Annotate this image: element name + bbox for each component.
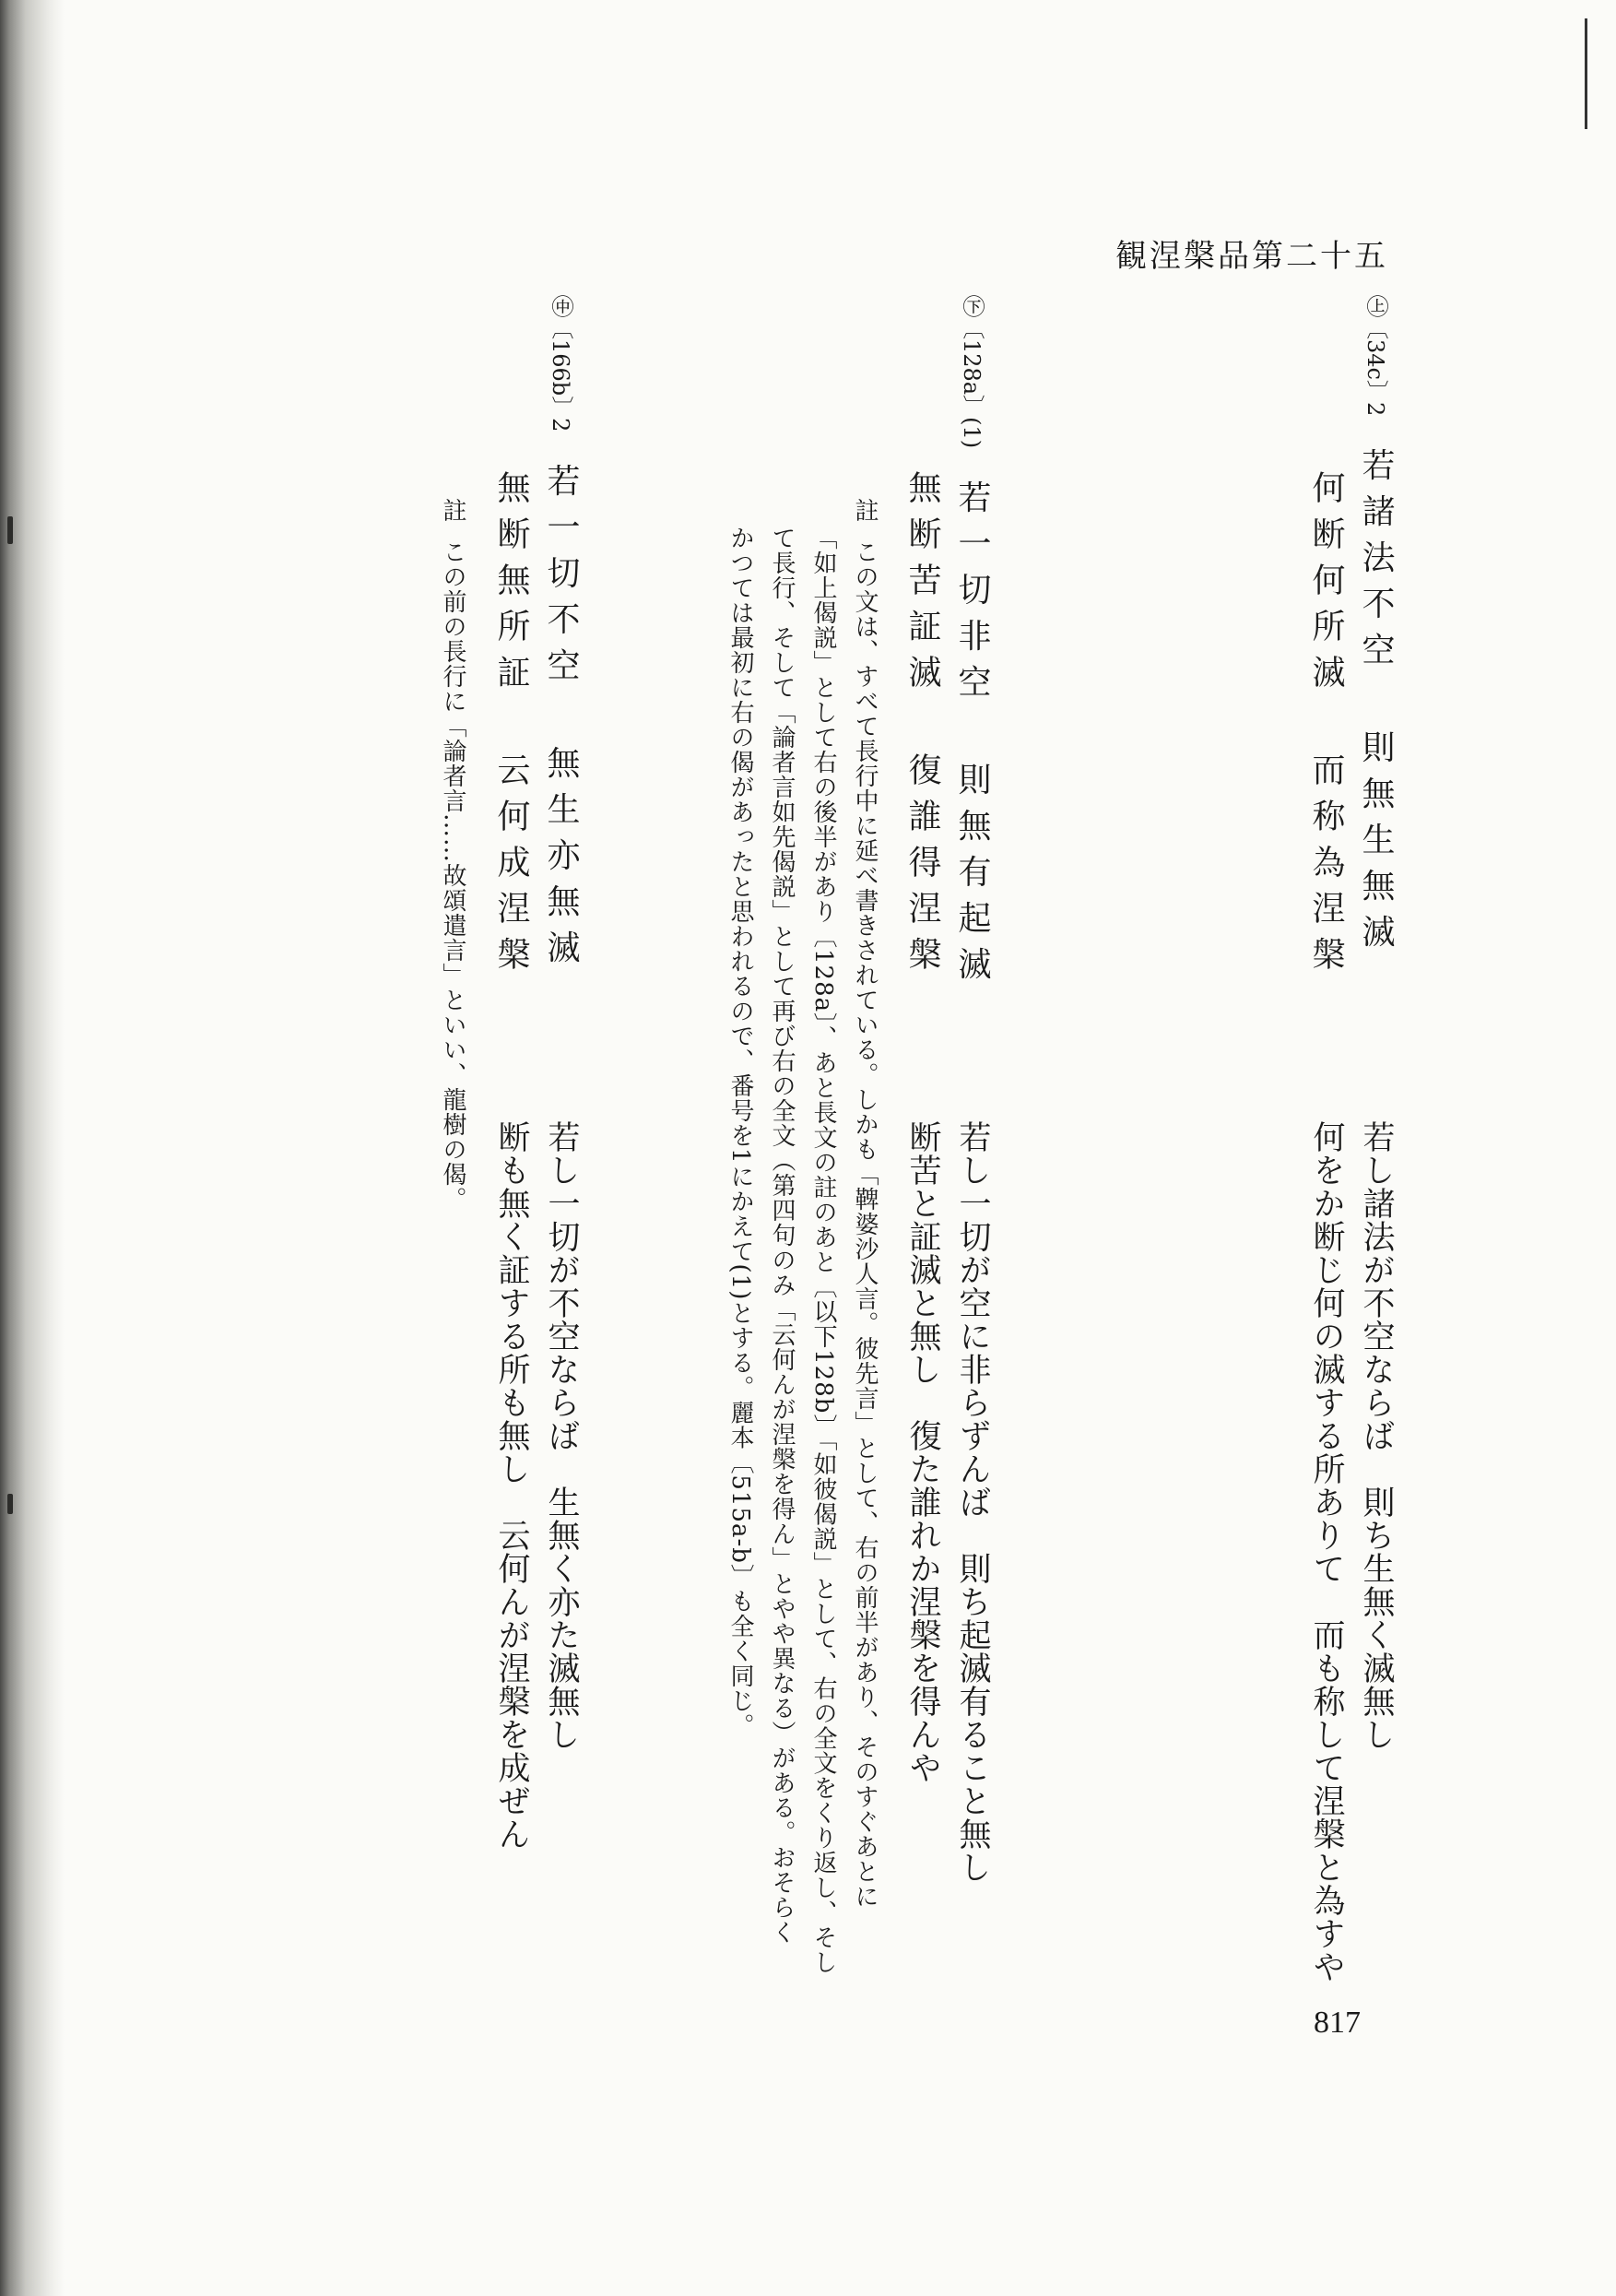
note-line: 「如上偈説」として右の後半があり〔128a〕、あと長文の註のあと〔以下128b〕「如彼偈説」として、右の全文をくり返し、そし [809, 526, 837, 1975]
note-line: かつては最初に右の偈があったと思われるので、番号を1にかえて(1)とする。麗本〔515a-b〕も全く同じ。 [726, 526, 754, 1738]
translation-line-2: 断苦と証滅と無し 復た誰れか涅槃を得んや [904, 1120, 941, 1784]
scan-speck [7, 1494, 13, 1514]
note-line: 註この前の長行に「論者言……故頌遣言」といい、龍樹の偈。 [439, 498, 466, 1212]
page-number: 817 [1314, 2006, 1361, 2040]
verse-reference: 〔166b〕2 [548, 317, 573, 432]
translation-line-2: 断も無く証する所も無し 云何んが涅槃を成ぜん [493, 1120, 530, 1851]
translation-line-1: 若し一切が空に非らずんば 則ち起滅有ること無し [954, 1120, 991, 1884]
verse-reference: 〔128a〕(1) [959, 317, 985, 449]
section-mark: ㊥ [548, 295, 573, 317]
translation-line-1: 若し諸法が不空ならば 則ち生無く滅無し [1358, 1120, 1395, 1751]
verse-reference: 〔34c〕2 [1362, 317, 1388, 417]
section-mark: ㊦ [959, 295, 985, 317]
verse-line-1: ㊤〔34c〕2若諸法不空則無生無滅 [1357, 295, 1395, 961]
verse-line-2: 無断苦証滅復誰得涅槃 [903, 470, 941, 983]
verse-line-1: ㊦〔128a〕(1)若一切非空則無有起滅 [953, 295, 991, 993]
verse-line-2: 何断何所滅而称為涅槃 [1307, 470, 1345, 983]
note-line: て長行、そして「論者言如先偈説」として再び右の全文（第四句のみ「云何んが涅槃を得ん」とやや異なる）がある。おそらく [768, 526, 796, 1945]
running-head: 観涅槃品第二十五 [1115, 238, 1388, 275]
section-mark: ㊤ [1362, 295, 1388, 317]
margin-mark [1585, 18, 1587, 129]
scan-speck [7, 516, 13, 544]
note-label: 註 [851, 498, 879, 523]
note-label: 註 [439, 498, 466, 523]
note-line: 註この文は、すべて長行中に延べ書きされている。しかも「鞞婆沙人言。彼先言」として、右の前半があり、そのすぐあとに [851, 498, 879, 1909]
translation-line-1: 若し一切が不空ならば 生無く亦た滅無し [543, 1120, 580, 1751]
verse-line-1: ㊥〔166b〕2若一切不空無生亦無滅 [542, 295, 580, 976]
verse-line-2: 無断無所証云何成涅槃 [492, 470, 530, 983]
binding-shadow [0, 0, 65, 2296]
translation-line-2: 何をか断じ何の滅する所ありて 而も称して涅槃と為すや [1308, 1120, 1345, 1983]
